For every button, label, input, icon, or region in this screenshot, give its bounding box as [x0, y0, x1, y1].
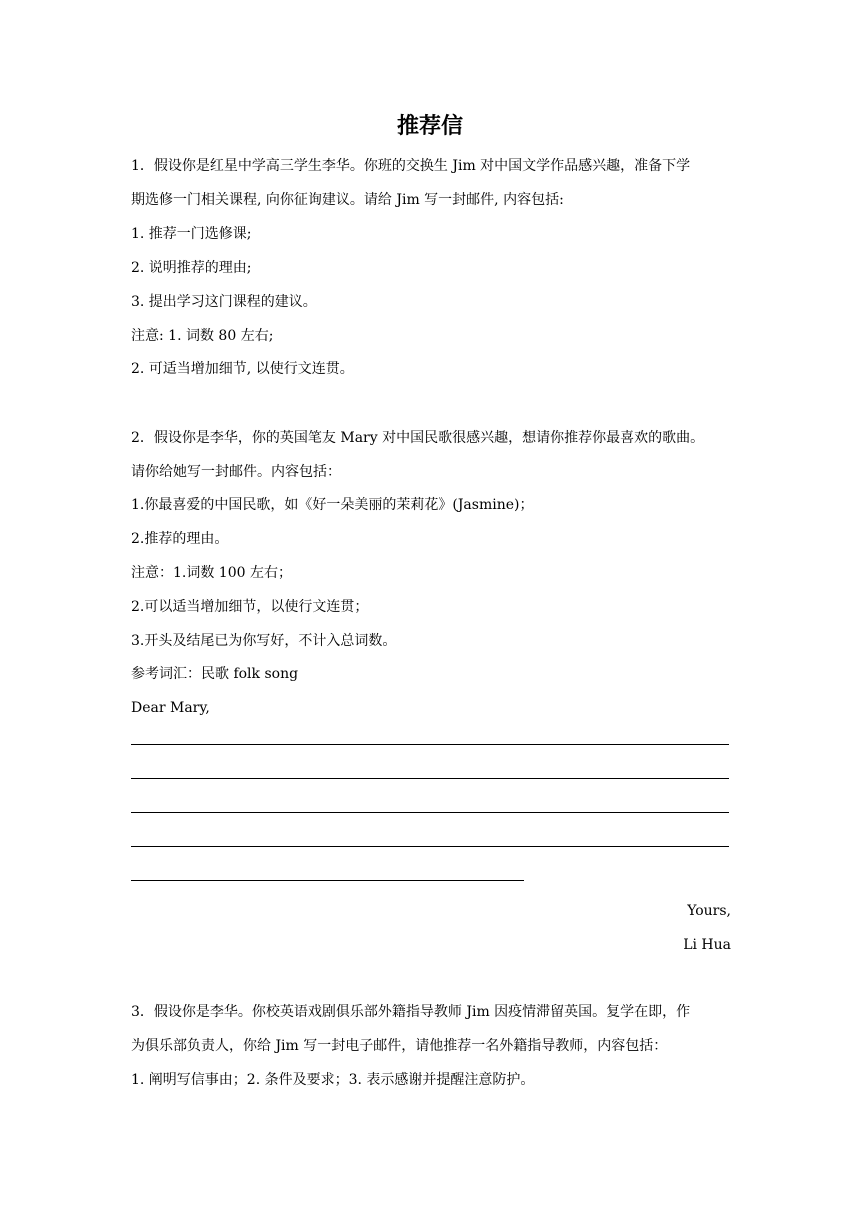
q2-note-1: 注意：1.词数 100 左右； — [131, 565, 292, 581]
q1-note-2: 2. 可适当增加细节, 以使行文连贯。 — [131, 361, 354, 377]
q2-note-3: 3.开头及结尾已为你写好，不计入总词数。 — [131, 633, 397, 649]
q1-note-1: 注意: 1. 词数 80 左右; — [131, 328, 274, 344]
q2-note-2: 2.可以适当增加细节，以使行文连贯； — [131, 599, 369, 615]
q1-prompt-line-2: 期选修一门相关课程, 向你征询建议。请给 Jim 写一封邮件, 内容包括: — [131, 192, 564, 208]
q2-vocab: 参考词汇：民歌 folk song — [131, 666, 299, 682]
q2-prompt-line-1: 2．假设你是李华，你的英国笔友 Mary 对中国民歌很感兴趣，想请你推荐你最喜欢的歌曲。 — [131, 430, 705, 446]
q3-prompt-line-2: 为俱乐部负责人，你给 Jim 写一封电子邮件，请他推荐一名外籍指导教师，内容包括： — [131, 1038, 668, 1054]
q2-signature: Li Hua — [683, 937, 731, 953]
answer-blank-line[interactable] — [131, 778, 729, 779]
answer-blank-line[interactable] — [131, 812, 729, 813]
q1-item-3: 3. 提出学习这门课程的建议。 — [131, 294, 317, 310]
answer-blank-line[interactable] — [131, 880, 524, 881]
q1-item-2: 2. 说明推荐的理由; — [131, 260, 252, 276]
q2-item-1: 1.你最喜爱的中国民歌，如《好一朵美丽的茉莉花》(Jasmine)； — [131, 497, 534, 513]
answer-blank-line[interactable] — [131, 744, 729, 745]
q3-items: 1. 阐明写信事由；2. 条件及要求；3. 表示感谢并提醒注意防护。 — [131, 1072, 535, 1088]
q2-item-2: 2.推荐的理由。 — [131, 531, 229, 547]
q1-item-1: 1. 推荐一门选修课; — [131, 226, 252, 242]
q2-prompt-line-2: 请你给她写一封邮件。内容包括： — [131, 464, 341, 480]
q2-greeting: Dear Mary, — [131, 700, 210, 716]
q2-closing: Yours, — [687, 903, 731, 919]
answer-blank-line[interactable] — [131, 846, 729, 847]
page-title: 推荐信 — [396, 114, 463, 139]
q1-prompt-line-1: 1．假设你是红星中学高三学生李华。你班的交换生 Jim 对中国文学作品感兴趣，准备下学 — [131, 158, 691, 174]
q3-prompt-line-1: 3．假设你是李华。你校英语戏剧俱乐部外籍指导教师 Jim 因疫情滞留英国。复学在即，作 — [131, 1004, 691, 1020]
